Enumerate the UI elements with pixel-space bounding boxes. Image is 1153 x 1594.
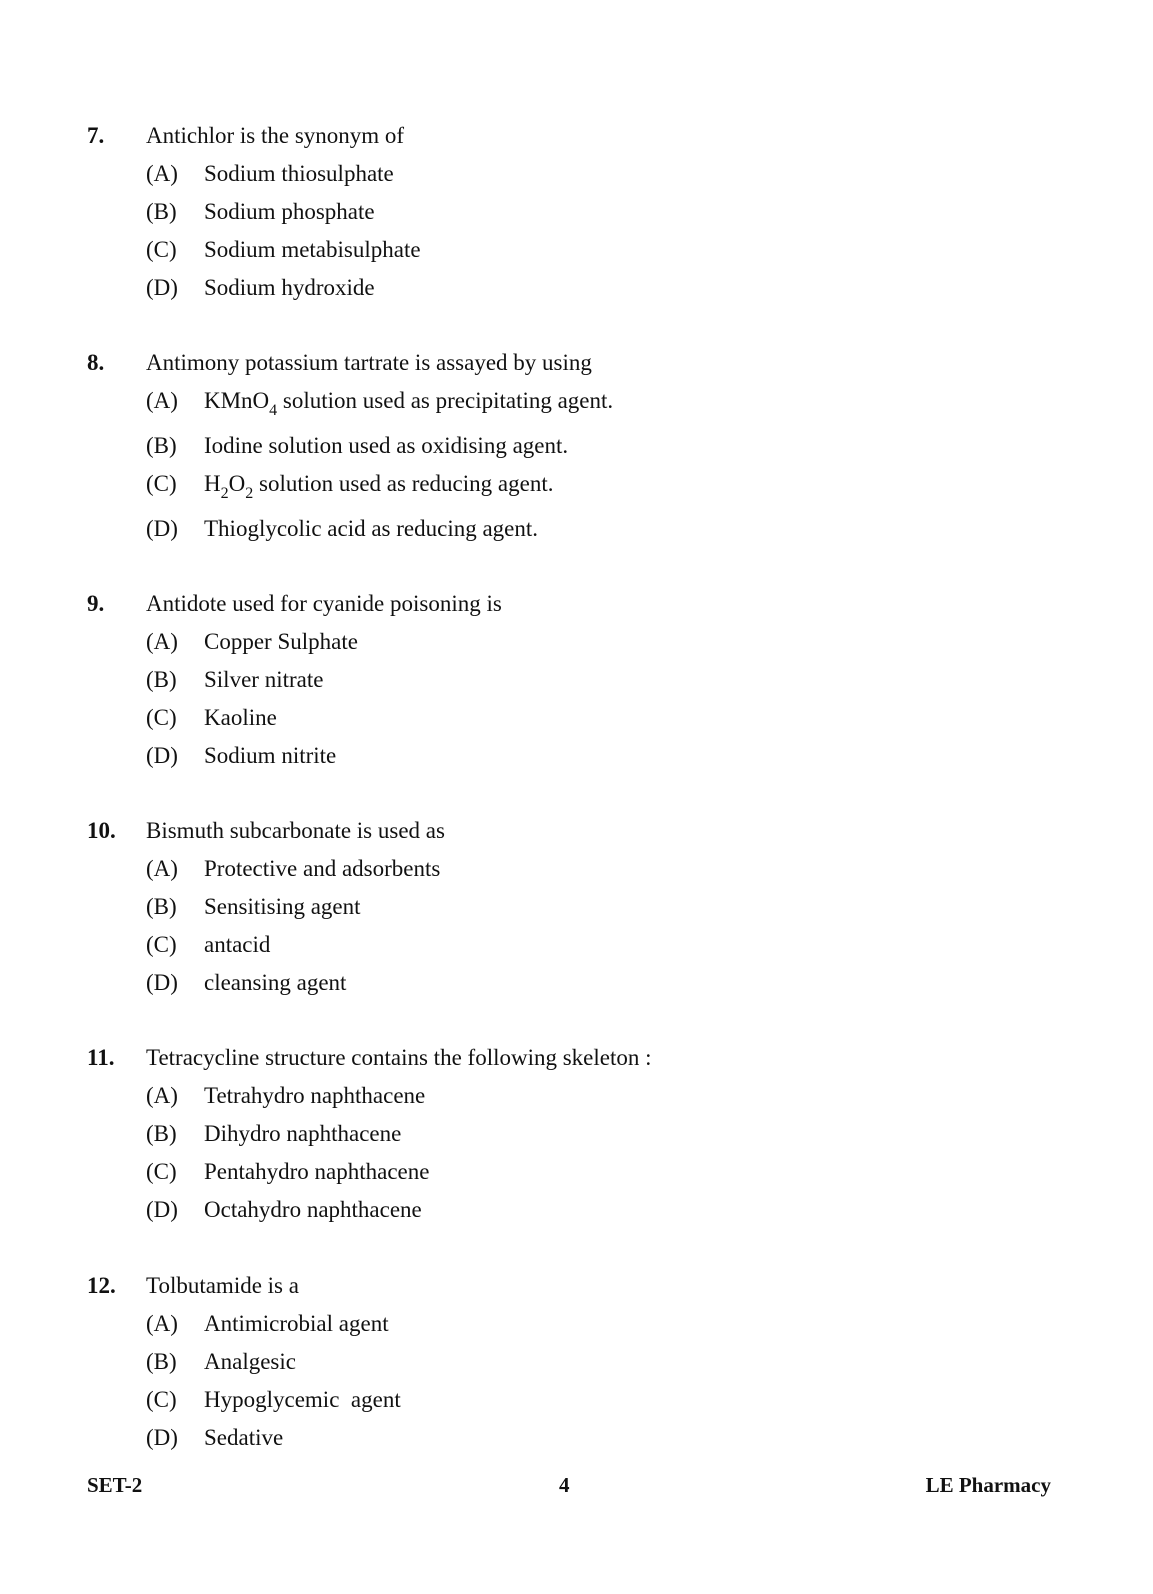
formula-kmno: KMnO xyxy=(204,388,270,413)
option-text: Hypoglycemic agent xyxy=(204,1387,401,1412)
option-letter: (C) xyxy=(146,237,177,262)
option-text: Dihydro naphthacene xyxy=(204,1121,402,1146)
option-a xyxy=(0,850,1153,888)
formula-o: O xyxy=(228,471,246,496)
option-letter: (C) xyxy=(146,932,177,957)
option-text: Sodium hydroxide xyxy=(204,275,375,300)
set-label: SET-2 xyxy=(87,1473,143,1497)
option-letter: (D) xyxy=(146,1425,178,1450)
option-letter: (D) xyxy=(146,970,178,995)
option-text: Sodium nitrite xyxy=(204,743,337,768)
option-letter: (B) xyxy=(146,667,177,692)
option-text: Thioglycolic acid as reducing agent. xyxy=(204,516,539,541)
option-d xyxy=(0,1419,1153,1457)
option-text-rest: solution used as precipitating agent. xyxy=(277,388,614,413)
question-text: Antidote used for cyanide poisoning is xyxy=(146,591,502,616)
formula-h: H xyxy=(204,471,221,496)
option-letter: (A) xyxy=(146,1083,178,1108)
option-text: Sodium phosphate xyxy=(204,199,375,224)
option-letter: (B) xyxy=(146,1349,177,1374)
option-letter: (D) xyxy=(146,1197,178,1222)
question-10 xyxy=(0,812,1153,1002)
question-stem xyxy=(0,117,1153,155)
option-text: Pentahydro naphthacene xyxy=(204,1159,430,1184)
option-letter: (C) xyxy=(146,471,177,496)
option-letter: (A) xyxy=(146,388,178,413)
option-letter: (A) xyxy=(146,1311,178,1336)
question-stem xyxy=(0,344,1153,382)
option-d xyxy=(0,964,1153,1002)
subscript-2: 2 xyxy=(245,485,254,502)
option-a xyxy=(0,623,1153,661)
option-d xyxy=(0,1191,1153,1229)
question-9 xyxy=(0,585,1153,775)
option-text: Kaoline xyxy=(204,705,277,730)
question-7 xyxy=(0,117,1153,307)
option-text-rest: solution used as reducing agent. xyxy=(253,471,554,496)
subscript-4: 4 xyxy=(269,402,278,419)
option-letter: (B) xyxy=(146,894,177,919)
option-letter: (D) xyxy=(146,516,178,541)
option-b xyxy=(0,193,1153,231)
question-text: Tolbutamide is a xyxy=(146,1273,299,1298)
option-text: Iodine solution used as oxidising agent. xyxy=(204,433,569,458)
option-text: Protective and adsorbents xyxy=(204,856,441,881)
option-letter: (C) xyxy=(146,1387,177,1412)
option-a xyxy=(0,382,1153,427)
question-stem xyxy=(0,585,1153,623)
option-letter: (A) xyxy=(146,629,178,654)
option-text: antacid xyxy=(204,932,271,957)
option-text: Silver nitrate xyxy=(204,667,324,692)
option-text: Sodium thiosulphate xyxy=(204,161,394,186)
question-8 xyxy=(0,344,1153,548)
option-letter: (B) xyxy=(146,199,177,224)
question-number: 10. xyxy=(87,818,116,843)
option-letter: (D) xyxy=(146,743,178,768)
option-b xyxy=(0,661,1153,699)
option-a xyxy=(0,1077,1153,1115)
question-12 xyxy=(0,1267,1153,1457)
question-number: 7. xyxy=(87,123,105,148)
option-text: Sedative xyxy=(204,1425,284,1450)
option-b xyxy=(0,1343,1153,1381)
option-c xyxy=(0,926,1153,964)
option-text: Sensitising agent xyxy=(204,894,361,919)
question-number: 9. xyxy=(87,591,105,616)
page-number: 4 xyxy=(559,1473,570,1497)
option-c xyxy=(0,231,1153,269)
question-stem xyxy=(0,1039,1153,1077)
option-letter: (B) xyxy=(146,433,177,458)
option-a xyxy=(0,155,1153,193)
option-d xyxy=(0,269,1153,307)
option-c xyxy=(0,699,1153,737)
page-footer xyxy=(0,1470,1153,1500)
option-text: Tetrahydro naphthacene xyxy=(204,1083,426,1108)
option-a xyxy=(0,1305,1153,1343)
option-letter: (D) xyxy=(146,275,178,300)
option-letter: (A) xyxy=(146,856,178,881)
option-b xyxy=(0,1115,1153,1153)
option-letter: (C) xyxy=(146,1159,177,1184)
option-text xyxy=(204,382,613,420)
option-text: Analgesic xyxy=(204,1349,296,1374)
option-d xyxy=(0,737,1153,775)
option-c xyxy=(0,465,1153,510)
question-number: 11. xyxy=(87,1045,115,1070)
option-letter: (A) xyxy=(146,161,178,186)
option-text: Antimicrobial agent xyxy=(204,1311,389,1336)
question-text: Tetracycline structure contains the following skeleton : xyxy=(146,1045,652,1070)
option-b xyxy=(0,888,1153,926)
option-letter: (C) xyxy=(146,705,177,730)
subject-label: LE Pharmacy xyxy=(925,1473,1051,1497)
question-stem xyxy=(0,1267,1153,1305)
question-number: 8. xyxy=(87,350,105,375)
option-text xyxy=(204,465,553,503)
option-b xyxy=(0,427,1153,465)
question-text: Antimony potassium tartrate is assayed by using xyxy=(146,350,592,375)
question-number: 12. xyxy=(87,1273,116,1298)
option-text: Sodium metabisulphate xyxy=(204,237,421,262)
subscript-2: 2 xyxy=(220,485,229,502)
question-text: Antichlor is the synonym of xyxy=(146,123,405,148)
option-text: Octahydro naphthacene xyxy=(204,1197,422,1222)
question-stem xyxy=(0,812,1153,850)
option-text: Copper Sulphate xyxy=(204,629,358,654)
option-c xyxy=(0,1381,1153,1419)
option-text: cleansing agent xyxy=(204,970,347,995)
option-c xyxy=(0,1153,1153,1191)
option-letter: (B) xyxy=(146,1121,177,1146)
option-d xyxy=(0,510,1153,548)
question-11 xyxy=(0,1039,1153,1229)
question-text: Bismuth subcarbonate is used as xyxy=(146,818,445,843)
